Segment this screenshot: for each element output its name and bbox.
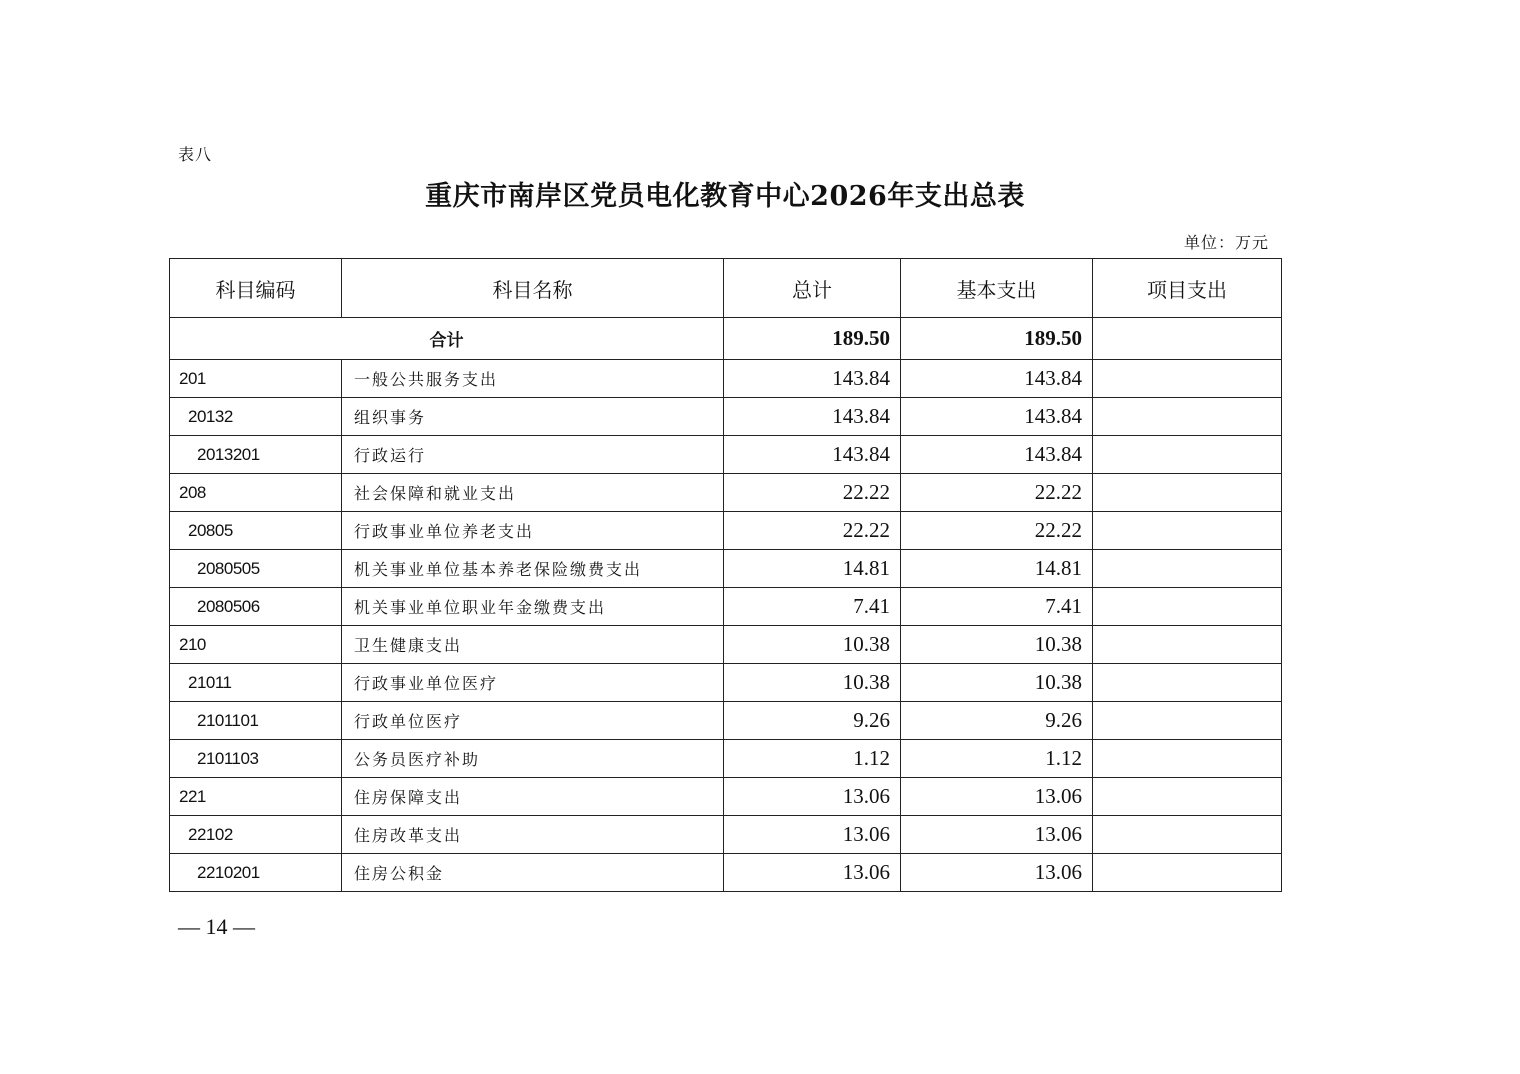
row-name: 组织事务 — [342, 398, 724, 436]
row-project — [1093, 588, 1282, 626]
row-project — [1093, 626, 1282, 664]
row-name: 行政事业单位养老支出 — [342, 512, 724, 550]
row-total: 22.22 — [724, 512, 901, 550]
row-basic: 22.22 — [901, 512, 1093, 550]
row-basic: 7.41 — [901, 588, 1093, 626]
row-total: 10.38 — [724, 626, 901, 664]
row-code: 2210201 — [170, 854, 342, 892]
row-project — [1093, 664, 1282, 702]
row-project — [1093, 550, 1282, 588]
table-row — [170, 360, 1282, 398]
table-row — [170, 854, 1282, 892]
row-name: 公务员医疗补助 — [342, 740, 724, 778]
row-code: 2101103 — [170, 740, 342, 778]
row-code: 20805 — [170, 512, 342, 550]
row-name: 住房公积金 — [342, 854, 724, 892]
row-basic: 143.84 — [901, 436, 1093, 474]
row-code: 2080505 — [170, 550, 342, 588]
row-total: 13.06 — [724, 816, 901, 854]
table-row — [170, 436, 1282, 474]
row-total: 14.81 — [724, 550, 901, 588]
row-total: 10.38 — [724, 664, 901, 702]
row-project — [1093, 436, 1282, 474]
row-basic: 13.06 — [901, 816, 1093, 854]
row-basic: 9.26 — [901, 702, 1093, 740]
row-project — [1093, 512, 1282, 550]
row-code: 208 — [170, 474, 342, 512]
row-name: 行政单位医疗 — [342, 702, 724, 740]
row-code: 22102 — [170, 816, 342, 854]
row-basic: 13.06 — [901, 854, 1093, 892]
row-project — [1093, 474, 1282, 512]
table-row — [170, 778, 1282, 816]
row-basic: 143.84 — [901, 398, 1093, 436]
row-basic: 14.81 — [901, 550, 1093, 588]
row-code: 2101101 — [170, 702, 342, 740]
row-total: 1.12 — [724, 740, 901, 778]
table-row — [170, 740, 1282, 778]
row-name: 行政事业单位医疗 — [342, 664, 724, 702]
row-project — [1093, 816, 1282, 854]
row-total: 143.84 — [724, 398, 901, 436]
total-label: 合计 — [170, 318, 724, 360]
row-code: 21011 — [170, 664, 342, 702]
row-code: 2013201 — [170, 436, 342, 474]
table-row — [170, 816, 1282, 854]
table-row — [170, 702, 1282, 740]
row-name: 社会保障和就业支出 — [342, 474, 724, 512]
row-basic: 22.22 — [901, 474, 1093, 512]
row-project — [1093, 778, 1282, 816]
header-total: 总计 — [724, 259, 901, 318]
row-name: 一般公共服务支出 — [342, 360, 724, 398]
table-row — [170, 626, 1282, 664]
row-name: 机关事业单位职业年金缴费支出 — [342, 588, 724, 626]
row-project — [1093, 854, 1282, 892]
row-total: 22.22 — [724, 474, 901, 512]
table-label: 表八 — [178, 145, 213, 164]
row-total: 143.84 — [724, 436, 901, 474]
header-project: 项目支出 — [1093, 259, 1282, 318]
expenditure-table — [169, 258, 1282, 892]
row-code: 20132 — [170, 398, 342, 436]
total-basic: 189.50 — [901, 318, 1093, 360]
row-basic: 143.84 — [901, 360, 1093, 398]
row-total: 13.06 — [724, 854, 901, 892]
page-number: — 14 — — [178, 914, 255, 939]
document-title: 重庆市南岸区党员电化教育中心2026年支出总表 — [425, 181, 1025, 212]
row-total: 9.26 — [724, 702, 901, 740]
row-total: 7.41 — [724, 588, 901, 626]
row-code: 210 — [170, 626, 342, 664]
total-project — [1093, 318, 1282, 360]
row-name: 机关事业单位基本养老保险缴费支出 — [342, 550, 724, 588]
row-total: 13.06 — [724, 778, 901, 816]
row-code: 201 — [170, 360, 342, 398]
row-basic: 10.38 — [901, 626, 1093, 664]
header-code: 科目编码 — [170, 259, 342, 318]
header-basic: 基本支出 — [901, 259, 1093, 318]
table-row — [170, 512, 1282, 550]
total-total: 189.50 — [724, 318, 901, 360]
row-name: 行政运行 — [342, 436, 724, 474]
row-code: 2080506 — [170, 588, 342, 626]
row-project — [1093, 740, 1282, 778]
row-total: 143.84 — [724, 360, 901, 398]
row-code: 221 — [170, 778, 342, 816]
table-row — [170, 398, 1282, 436]
table-row — [170, 474, 1282, 512]
row-name: 卫生健康支出 — [342, 626, 724, 664]
unit-label: 单位：万元 — [1183, 233, 1269, 252]
table-row — [170, 664, 1282, 702]
table-row — [170, 550, 1282, 588]
row-name: 住房改革支出 — [342, 816, 724, 854]
table-header-row — [170, 259, 1282, 318]
total-row — [170, 318, 1282, 360]
row-project — [1093, 360, 1282, 398]
table-row — [170, 588, 1282, 626]
row-basic: 10.38 — [901, 664, 1093, 702]
row-basic: 1.12 — [901, 740, 1093, 778]
row-project — [1093, 702, 1282, 740]
row-project — [1093, 398, 1282, 436]
header-name: 科目名称 — [342, 259, 724, 318]
row-basic: 13.06 — [901, 778, 1093, 816]
row-name: 住房保障支出 — [342, 778, 724, 816]
